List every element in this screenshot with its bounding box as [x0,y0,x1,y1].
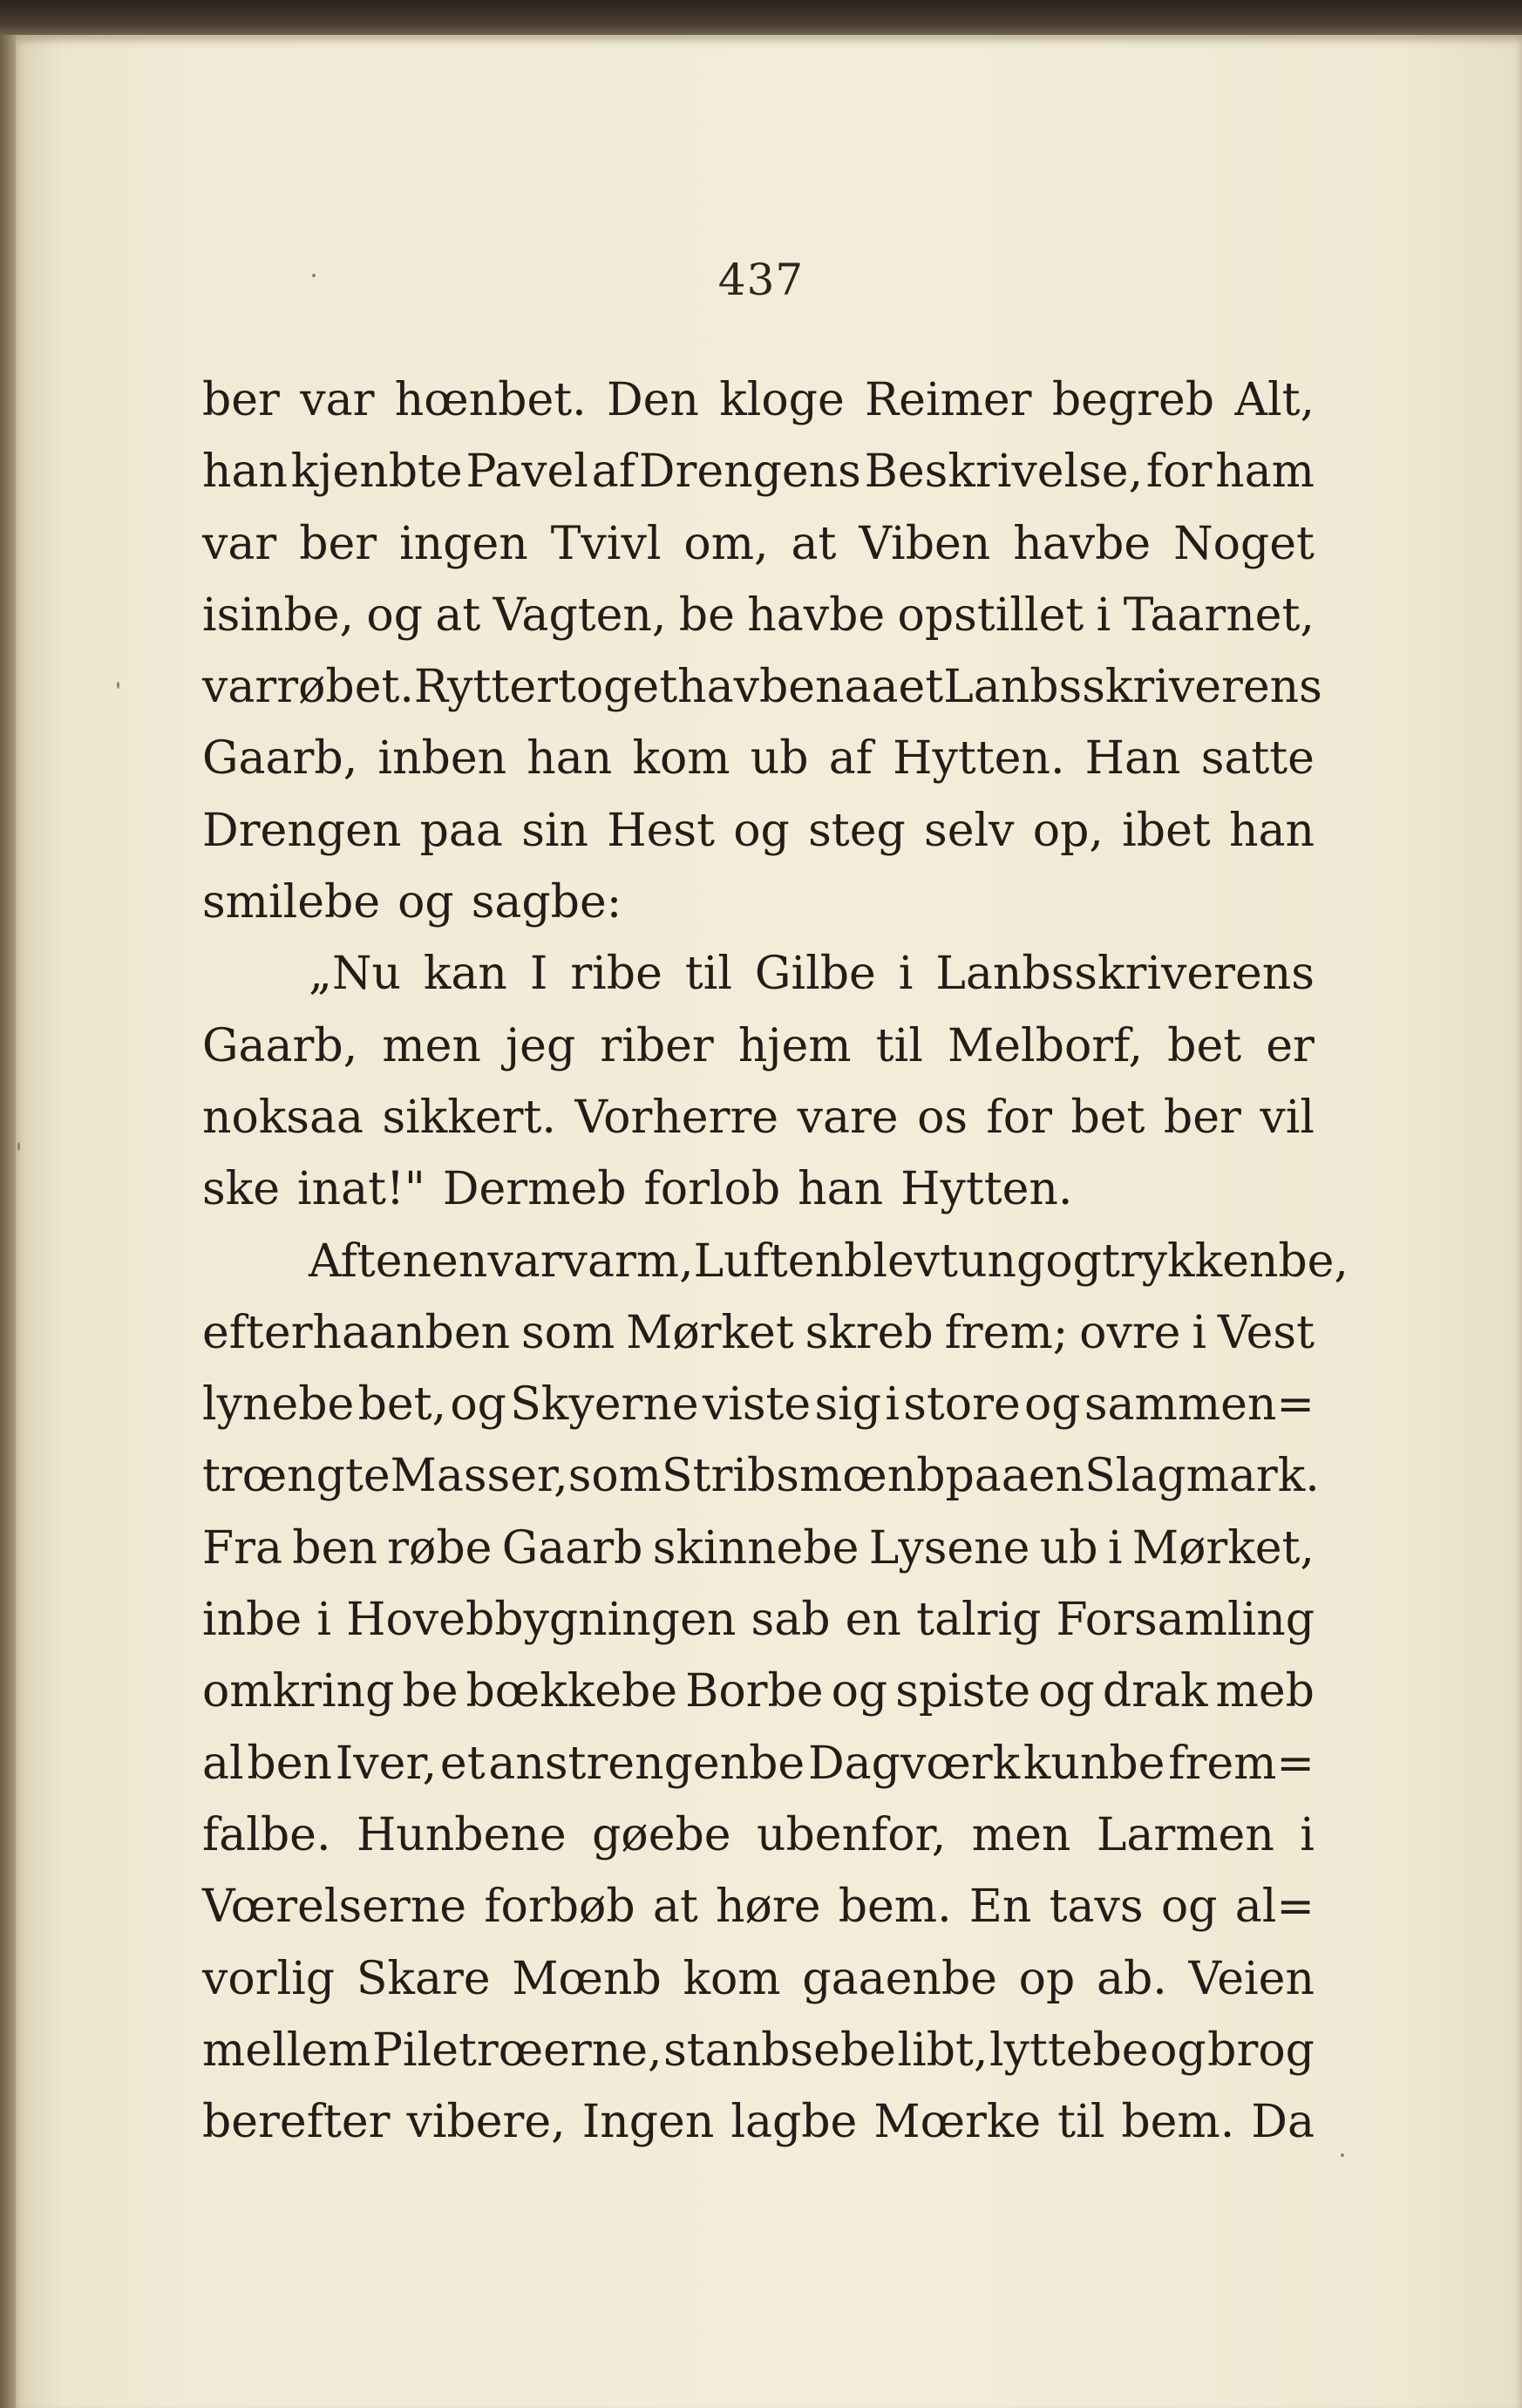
text-line [202,1082,1315,1153]
word: ben [292,1521,377,1575]
word: og [397,876,454,929]
word: Noget [1173,517,1315,570]
text-line [202,1871,1315,1942]
text-line [202,1010,1315,1082]
word: ber [1163,1091,1241,1144]
word: han [202,446,288,499]
word: i [885,1378,900,1432]
word: gøebe [592,1808,731,1861]
word: havbe [677,661,816,714]
word: „Nu [309,948,401,1001]
word: store [903,1378,1021,1432]
word: ribe [570,948,662,1001]
word: sammen= [1084,1378,1315,1432]
word: om, [683,517,769,570]
word: hjem [737,1019,852,1072]
word: ubenfor, [757,1808,947,1861]
word: Larmen [1096,1808,1274,1861]
word: og [1150,2024,1206,2077]
text-line [202,1728,1315,1799]
word: ske [202,1163,280,1216]
word: Drengen [202,804,402,857]
word: talrig [916,1594,1042,1647]
word: i [1107,1521,1123,1575]
word: bem. [1121,2096,1235,2149]
word: op [1018,1952,1076,2005]
word: for [1145,446,1213,499]
word: Tvivl [550,517,662,570]
word: af [591,446,635,499]
word: i [1300,1808,1315,1861]
word: Lanbsskriverens [935,948,1315,1001]
word: forbøb [484,1881,635,1934]
word: til [684,948,732,1001]
word: Mœrke [873,2096,1042,2149]
word: Vest [1217,1306,1315,1359]
word: vare [797,1091,899,1144]
word: lagbe [730,2096,858,2149]
word: brog [1207,2024,1315,2077]
word: bet [1070,1091,1145,1144]
word: et [439,1737,486,1790]
word: frem; [944,1306,1069,1359]
word: Ingen [581,2096,715,2149]
word: som [567,1450,662,1503]
text-line [202,580,1315,651]
paper-speck [17,1142,20,1151]
word: ber [299,517,377,570]
text-line [202,1943,1315,2015]
word: Drengens [638,446,861,499]
word: steg [808,804,906,857]
word: meb [1215,1665,1315,1718]
word: ovre [1079,1306,1181,1359]
word: isinbe, [202,588,355,642]
word: Piletrœerne, [371,2024,662,2077]
word: ab. [1096,1952,1167,2005]
body-text [202,364,1349,2158]
word: opstillet [897,588,1084,642]
word: kom [632,732,730,786]
text-line [202,723,1315,794]
word: og [1024,1378,1081,1432]
word: sin [521,804,589,857]
word: Mørket [626,1306,794,1359]
text-line [202,1153,1315,1225]
word: høre [716,1881,821,1934]
word: i [316,1594,331,1647]
word: Hytten. [900,1163,1073,1216]
word: efterhaanben [202,1306,511,1359]
word: Luften [693,1235,845,1288]
word: hœnbet. [394,374,587,426]
word: paa [945,1450,1029,1503]
word: er [1266,1019,1315,1072]
word: sikkert. [382,1091,556,1144]
text-line [202,1656,1315,1727]
word: I [529,948,548,1001]
word: os [917,1091,968,1144]
word: Veien [1188,1952,1315,2005]
word: Hunbene [356,1808,567,1861]
word: i [1192,1306,1206,1359]
word: vibere, [406,2096,566,2149]
word: kom [683,1952,781,2005]
word: han [527,732,613,786]
word: en [1028,1450,1085,1503]
word: jeg [506,1019,576,1072]
text-line [202,1226,1349,1297]
word: han [798,1163,884,1216]
word: og [733,804,790,857]
word: røbe [387,1521,493,1575]
text-line [202,364,1315,436]
word: var [202,517,277,570]
text-line [202,1513,1315,1584]
word: og [831,1665,888,1718]
word: Dermeb [442,1163,627,1216]
text-line [202,795,1315,867]
word: vil [1260,1091,1315,1144]
paper-speck [117,682,119,689]
text-line [202,1584,1315,1656]
text-line [202,1369,1315,1440]
text-line [202,651,1322,723]
word: naaet [815,661,944,714]
word: kan [423,948,507,1001]
word: trœngte [202,1450,391,1503]
word: Dagvœrk [807,1737,1021,1790]
word: omkring [202,1665,395,1718]
word: selv [924,804,1015,857]
word: at [652,1881,698,1934]
word: anstrengenbe [488,1737,805,1790]
word: En [968,1881,1032,1934]
word: Hest [607,804,715,857]
word: varm, [561,1235,694,1288]
word: for [986,1091,1052,1144]
text-line [202,508,1315,580]
word: stanbsebe [663,2024,896,2077]
word: bem. [838,1881,952,1934]
word: og [1038,1665,1095,1718]
word: Pavel [465,446,588,499]
word: Skare [356,1952,491,2005]
book-gutter [0,35,16,2408]
word: Den [606,374,699,426]
word: Han [1084,732,1181,786]
word: tavs [1049,1881,1144,1934]
word: ibet [1122,804,1211,857]
word: Hovebbygningen [346,1594,737,1647]
word: som [520,1306,615,1359]
word: sagbe: [471,876,622,929]
word: Vœrelserne [202,1881,467,1934]
word: sig [814,1378,882,1432]
text-line [202,1799,1315,1871]
text-line [202,867,1315,938]
word: berefter [202,2096,391,2149]
word: Slagmark. [1084,1450,1320,1503]
word: tung [940,1235,1046,1288]
word: drak [1102,1665,1208,1718]
word: kjenbte [290,446,463,499]
word: Aftenen [309,1235,488,1288]
word: Reimer [865,374,1032,426]
word: Vagten, [493,588,667,642]
word: inat!" [296,1163,425,1216]
word: ub [1039,1521,1098,1575]
word: satte [1200,732,1315,786]
word: al [202,1737,244,1790]
word: kloge [719,374,845,426]
word: og [1160,1881,1218,1934]
text-line [202,938,1315,1010]
word: Gaarb [501,1521,643,1575]
word: Iver, [335,1737,438,1790]
word: Beskrivelse, [864,446,1144,499]
word: begreb [1051,374,1215,426]
word: Taarnet, [1123,588,1315,642]
word: ber [202,374,280,426]
word: riber [600,1019,714,1072]
word: smilebe [202,876,381,929]
word: lynebe [202,1378,355,1432]
word: noksaa [202,1091,364,1144]
word: Gaarb, [202,732,358,786]
word: Fra [202,1521,282,1575]
word: og [450,1378,506,1432]
word: havbe [747,588,886,642]
word: Da [1251,2096,1315,2149]
word: af [828,732,873,786]
word: i [898,948,914,1001]
word: Mørket, [1131,1521,1315,1575]
word: al= [1234,1881,1315,1934]
word: var [300,374,375,426]
word: Gaarb, [202,1019,358,1072]
text-line [202,2015,1315,2086]
word: men [971,1808,1071,1861]
word: Gilbe [754,948,876,1001]
word: og [366,588,423,642]
word: frem= [1168,1737,1315,1790]
word: Borbe [685,1665,824,1718]
word: var [202,661,277,714]
word: Alt, [1234,374,1315,426]
word: Viben [859,517,991,570]
word: ham [1215,446,1315,499]
word: ub [750,732,809,786]
word: var [487,1235,562,1288]
text-line [202,436,1315,507]
word: sab [751,1594,831,1647]
word: til [875,1019,923,1072]
word: bet, [357,1378,447,1432]
word: Hytten. [893,732,1065,786]
word: til [1057,2096,1105,2149]
word: gaaenbe [802,1952,997,2005]
word: en [845,1594,901,1647]
word: kunbe [1023,1737,1165,1790]
word: trykkenbe, [1101,1235,1349,1288]
word: ingen [399,517,528,570]
word: Melborf, [948,1019,1144,1072]
word: inbe [202,1594,302,1647]
word: Lysene [868,1521,1030,1575]
text-line [202,1440,1320,1512]
word: bœkkebe [465,1665,678,1718]
word: Forsamling [1056,1594,1315,1647]
word: Masser, [390,1450,568,1503]
word: ben [247,1737,332,1790]
word: paa [419,804,503,857]
paper-speck [1341,2153,1344,2157]
word: at [791,517,837,570]
word: Ryttertoget [413,661,678,714]
word: inben [377,732,507,786]
word: blev [844,1235,941,1288]
word: be [402,1665,459,1718]
word: be [678,588,735,642]
word: op, [1032,804,1104,857]
word: havbe [1013,517,1152,570]
word: Skyerne [510,1378,699,1432]
word: vorlig [202,1952,336,2005]
word: han [1229,804,1315,857]
word: bet [1167,1019,1242,1072]
word: forlob [643,1163,781,1216]
word: skinnebe [652,1521,860,1575]
word: og [1045,1235,1102,1288]
word: Mœnb [512,1952,662,2005]
word: Stribsmœnb [662,1450,946,1503]
word: men [382,1019,481,1072]
word: Lanbsskriverens [943,661,1322,714]
word: røbet. [276,661,414,714]
word: Vorherre [574,1091,779,1144]
word: spiste [895,1665,1031,1718]
word: lyttebe [989,2024,1149,2077]
word: viste [702,1378,812,1432]
text-line [202,2086,1315,2158]
word: skreb [805,1306,934,1359]
text-line [202,1297,1315,1369]
word: libt, [897,2024,989,2077]
word: i [1096,588,1111,642]
word: falbe. [202,1808,331,1861]
page-number: 437 [717,255,805,305]
word: mellem [202,2024,371,2077]
word: at [435,588,481,642]
